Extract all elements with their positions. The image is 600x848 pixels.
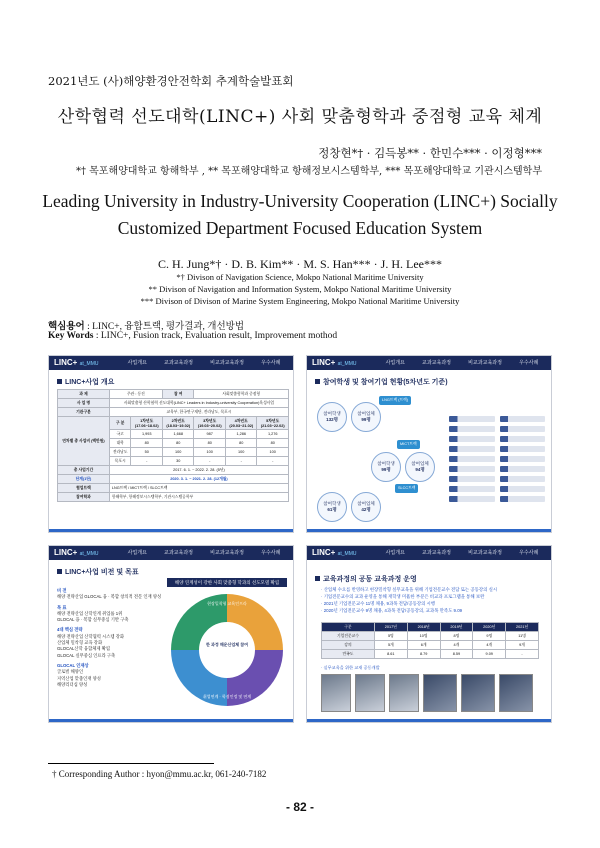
corresponding-author: † Corresponding Author : hyon@mmu.ac.kr, 061-240-7182	[52, 769, 267, 779]
slide-nav-bar	[307, 546, 551, 560]
companies-mict: 참여업체 94명	[405, 452, 435, 482]
textbook-image	[355, 674, 385, 712]
affiliations-korean: *† 목포해양대학교 항해학부 , ** 목포해양대학교 항해정보시스템학부, *** 목포해양대학교 기관시스템학부	[75, 166, 542, 177]
linc-logo: LINC+ at_MMU	[312, 548, 357, 557]
tab-curriculum[interactable]: 교과교육과정	[164, 360, 193, 366]
tab-curriculum[interactable]: 교과교육과정	[422, 550, 451, 556]
overview-table: 과 제 주관 : 동진 참 여 사회맞춤형학과 중점형 사 업 명 사회맞춤형 산학협력 선도대학(LINC+ Leaders in Industry-university Cooperation)육성사업 기관구분 교육부, 한국연구재단, 전라남도, 목포시 연차별 총 사업비 (백만원) 구 분 1차년도 (17.06~18.02) 2차년도 (18.03~19.02) 3차년도 (19.03~20.02) 4차년도 (20.03~21.02) 5차년도 (21.03~22.02) 국고 1,993 1,668 987 1,286 1,276 대학 80 80 80 80 80 전라남도 50 100 100 100 100 목포시 - 30 - - - 총 사업기간 2017. 6. 1. ~ 2022. 2. 28. (5년) 단계(1단) 2020. 3. 1. ~ 2021. 2. 28. (12개월) 협업트랙 LNG트랙 / MICT트랙 / SLCC트랙 참여학과 항해학부, 항해정보시스템학부, 기관시스템공학부	[57, 389, 289, 502]
partner-logos	[449, 416, 545, 502]
slide-heading: 교육과정의 공동 교육과정 운영	[315, 574, 417, 584]
track-tag-mict: MICT트랙	[397, 440, 420, 449]
tab-extracurricular[interactable]: 비교과교육과정	[468, 550, 502, 556]
affiliation-en-1: *† Divison of Navigation Science, Mokpo National Maritime University	[176, 272, 424, 282]
linc-logo: LINC+ at_MMU	[312, 358, 357, 367]
conference-header: 2021년도 (사)해양환경안전학회 추계학술발표회	[48, 74, 294, 88]
slide-linc-overview	[48, 355, 294, 533]
class-photo	[423, 674, 457, 712]
slide-heading: LINC+사업 비전 및 목표	[57, 567, 139, 577]
linc-logo: LINC+ at_MMU	[54, 548, 99, 557]
slide-joint-curriculum	[306, 545, 552, 723]
tab-overview[interactable]: 사업개요	[385, 550, 405, 556]
title-korean: 산학협력 선도대학(LINC+) 사회 맞춤형학과 중점형 교육 체계	[57, 107, 543, 127]
ring-bottom-text: 취업연계 · 학점인정 및 연계	[202, 694, 252, 699]
tab-best-practices[interactable]: 우수사례	[519, 360, 539, 366]
textbook-caption: · 실무교육을 위한 교재 공동개발	[321, 665, 380, 670]
keywords-korean: 핵심용어 : LINC+, 융합트랙, 평가결과, 개선방법	[48, 322, 245, 332]
students-mict: 참여학생 99명	[371, 452, 401, 482]
affiliation-en-2: ** Divison of Navigation and Information System, Mokpo National Maritime University	[148, 284, 452, 294]
tab-extracurricular[interactable]: 비교과교육과정	[210, 550, 244, 556]
curriculum-bullets: · 산업체 수요를 반영하고 현장밀착형 실무교육을 위해 기업전문교수 전담 또는 공동강의 실시 · 기업전문교수의 교과 운영을 통해 재학생 미흡한 부분은 비교과 프로그램을 통해 보완 · 2021년 기업전문교수 11명 채용, 9과목 전담/공동강의 시행 · 2020년 기업전문교수 9명 채용, 4과목 전담/공동강의, 교과목 만족도 9.09	[321, 587, 498, 613]
linc-logo: LINC+ at_MMU	[54, 358, 99, 367]
keywords-english: Key Words : LINC+, Fusion track, Evaluation result, Improvement mothod	[48, 331, 338, 341]
tab-extracurricular[interactable]: 비교과교육과정	[210, 360, 244, 366]
tab-best-practices[interactable]: 우수사례	[519, 550, 539, 556]
slide-vision-goals	[48, 545, 294, 723]
companies-slcc: 참여업체 42명	[351, 492, 381, 522]
textbook-image	[321, 674, 351, 712]
tab-overview[interactable]: 사업개요	[385, 360, 405, 366]
vision-text: 비 전 해양 전략산업 GLOCAL 융 · 복합 창의적 전문 인재 양성 목 표 해양 전략산업 산학연계 취업률 1위 GLOCAL 융 · 복합 실무중심 기반 구축 4대 핵심 전략 해양 전략산업 산학협력 시스템 강화 산업체 밀착형 교육 강화 GLOCAL산학 융합체제 확립 GLOCAL 실무중심 인프라 구축 GLOCAL 인재상 글로벌 해양인 지역산업 맞춤인재 양성 해양리더십 양성	[57, 588, 162, 687]
slide-heading: 참여학생 및 참여기업 현황(5차년도 기준)	[315, 377, 448, 387]
students-slcc: 참여학생 61명	[317, 492, 347, 522]
affiliation-en-3: *** Divison of Divison of Marine System Engineering, Mokpo National Maritime University	[140, 296, 460, 306]
ring-top-text: 현장밀착형 교육인프라	[207, 601, 247, 606]
textbook-image	[389, 674, 419, 712]
ring-center-text: 한 과정 해운산업체 참여	[206, 642, 248, 647]
companies-lng: 참여업체 99명	[351, 402, 381, 432]
slide-nav-bar	[307, 356, 551, 370]
tab-best-practices[interactable]: 우수사례	[261, 360, 281, 366]
tab-overview[interactable]: 사업개요	[127, 360, 147, 366]
footnote-divider	[48, 763, 214, 764]
tab-best-practices[interactable]: 우수사례	[261, 550, 281, 556]
track-tag-slcc: SLCC트랙	[395, 484, 418, 493]
class-photo	[499, 674, 533, 712]
textbook-photos	[321, 674, 533, 712]
slide-heading: LINC+사업 개요	[57, 377, 114, 387]
track-tag-lng: LNG트랙 (트랙)	[379, 396, 411, 405]
authors-english: C. H. Jung*† · D. B. Kim** · M. S. Han*** · J. H. Lee***	[158, 257, 442, 271]
students-lng: 참여학생 132명	[317, 402, 347, 432]
slide-participants	[306, 355, 552, 533]
professor-table: 구분 2017년 2018년 2019년 2020년 2021년 기업전문교수 5명 10명 8명 9명 11명 강의 5개 6개 4개 4개 9개 만족도 8.61 8.79 8.59 9.09 -	[321, 622, 539, 659]
tab-curriculum[interactable]: 교과교육과정	[422, 360, 451, 366]
class-photo	[461, 674, 495, 712]
vision-banner: 해양 연계성이 강한 사회 맞춤형 학과의 선도모델 확립	[167, 578, 287, 587]
tab-curriculum[interactable]: 교과교육과정	[164, 550, 193, 556]
tab-overview[interactable]: 사업개요	[127, 550, 147, 556]
tab-extracurricular[interactable]: 비교과교육과정	[468, 360, 502, 366]
slide-nav-bar	[49, 546, 293, 560]
title-english: Leading University in Industry-University Cooperation (LINC+) Socially Customized Department Focused Education System	[42, 191, 558, 238]
authors-korean: 정창현*† · 김득봉** · 한민수*** · 이정형***	[318, 146, 542, 160]
page-number: - 82 -	[285, 800, 314, 814]
slide-nav-bar	[49, 356, 293, 370]
